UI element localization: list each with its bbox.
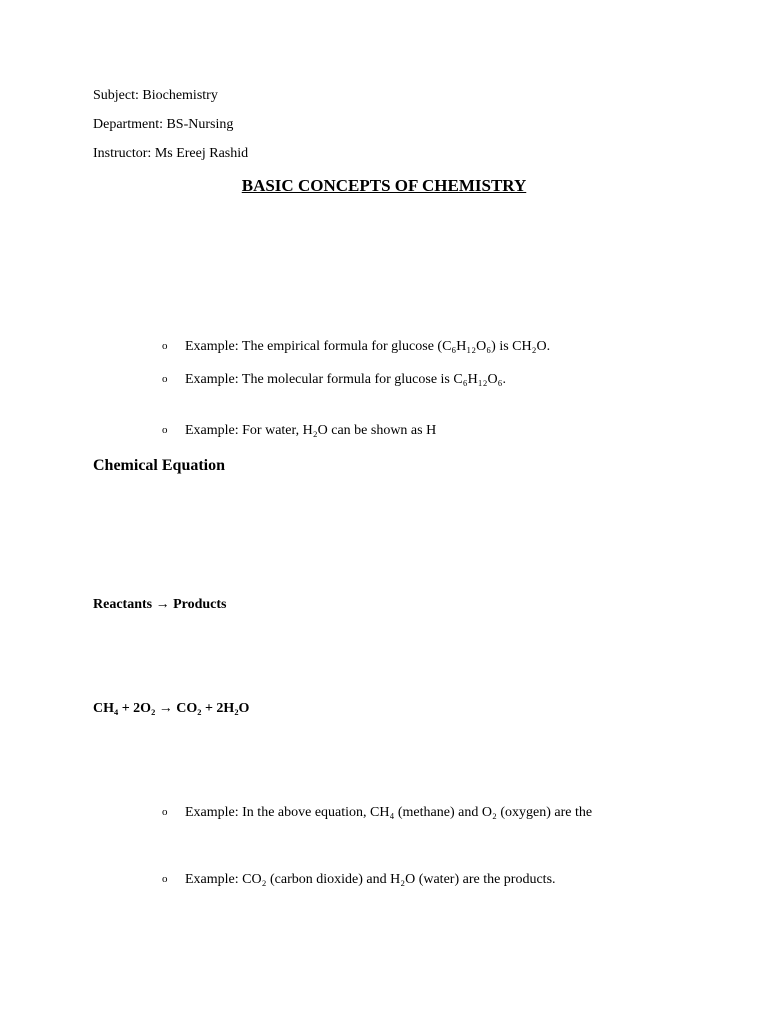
list-item-text: Example: The molecular formula for glucose is C₆H₁₂O₆. (185, 372, 506, 387)
bullet-icon: o (162, 373, 168, 385)
bullet-icon: o (162, 806, 168, 818)
bullet-icon: o (162, 873, 168, 885)
bullet-icon: o (162, 424, 168, 436)
subject-line: Subject: Biochemistry (93, 88, 218, 103)
general-equation: Reactants → Products (93, 597, 227, 612)
document-title: BASIC CONCEPTS OF CHEMISTRY (241, 176, 527, 195)
section-heading: Chemical Equation (93, 457, 226, 474)
list-item (162, 872, 556, 888)
list-item (162, 372, 506, 388)
list-item-text: Example: CO₂ (carbon dioxide) and H₂O (water) are the products. (185, 872, 556, 887)
list-item-text: Example: In the above equation, CH₄ (methane) and O₂ (oxygen) are the (185, 805, 593, 820)
list-item (162, 339, 550, 355)
bullet-icon: o (162, 340, 168, 352)
list-item-text: Example: The empirical formula for glucose (C₆H₁₂O₆) is CH₂O. (185, 339, 551, 354)
list-item (162, 423, 436, 439)
department-line: Department: BS-Nursing (93, 117, 234, 132)
instructor-line: Instructor: Ms Ereej Rashid (93, 146, 249, 161)
list-item (162, 805, 592, 821)
list-item-text: Example: For water, H₂O can be shown as H (185, 423, 437, 438)
example-equation: CH₄ + 2O₂ → CO₂ + 2H₂O (93, 701, 250, 716)
